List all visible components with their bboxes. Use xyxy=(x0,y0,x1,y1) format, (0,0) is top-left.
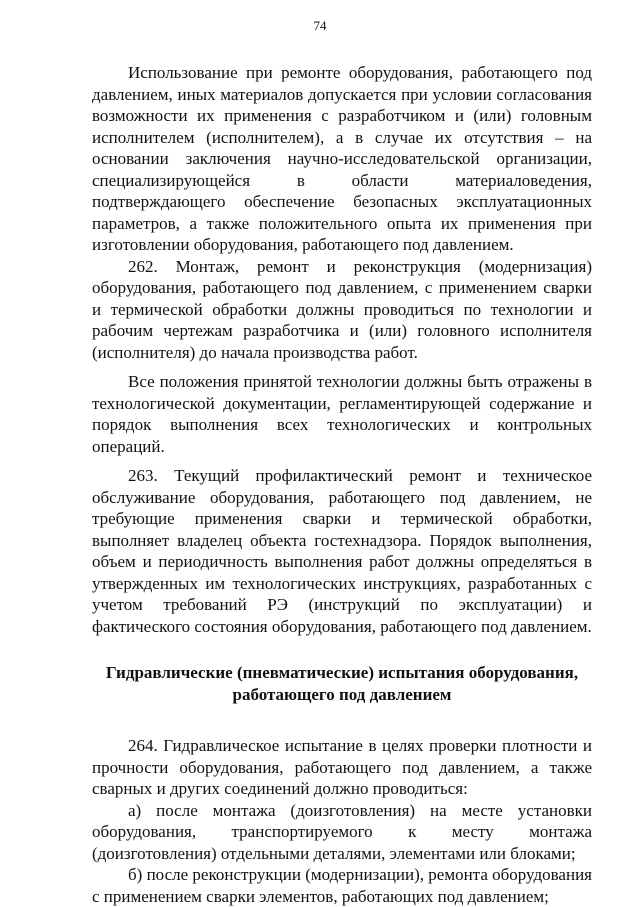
paragraph-263: 263. Текущий профилактический ремонт и техническое обслуживание оборудования, работающего под давлением, не требующие применения сварки и термической обработки, выполняет владелец объекта гостехнадзора. Порядок выполнения, объем и периодичность выполнения работ должны определяться в утвержденных им технологических инструкциях, разработанных с учетом требований РЭ (инструкций по эксплуатации) и фактического состояния оборудования, работающего под давлением. xyxy=(92,466,592,636)
paragraph-technology-provisions: Все положения принятой технологии должны быть отражены в технологической документации, регламентирующей содержание и порядок выполнения всех технологических и контрольных операций. xyxy=(92,372,592,456)
section-heading-line-2: работающего под давлением xyxy=(232,684,452,704)
section-heading xyxy=(92,662,592,705)
section-heading-line-1: Гидравлические (пневматические) испытания оборудования, xyxy=(105,663,579,682)
list-item-b: б) после реконструкции (модернизации), ремонта оборудования с применением сварки элементов, работающих под давлением; xyxy=(92,865,592,906)
paragraph-materials-use: Использование при ремонте оборудования, работающего под давлением, иных материалов допускается при условии согласования возможности их применения с разработчиком и (или) головным исполнителем (исполнителем), а в случае их отсутствия – на основании заключения научно-исследовательской организации, специализирующейся в области материаловедения, подтверждающего обеспечение безопасных эксплуатационных параметров, а также положительного опыта их применения при изготовлении оборудования, работающего под давлением. xyxy=(92,63,592,254)
paragraph-264: 264. Гидравлическое испытание в целях проверки плотности и прочности оборудования, работающего под давлением, а также сварных и других соединений должно проводиться: xyxy=(92,736,592,798)
paragraph-262: 262. Монтаж, ремонт и реконструкция (модернизация) оборудования, работающего под давлением, с применением сварки и термической обработки должны проводиться по технологии и рабочим чертежам разработчика и (или) головного исполнителя (исполнителя) до начала производства работ. xyxy=(92,256,592,362)
list-item-a: а) после монтажа (доизготовления) на месте установки оборудования, транспортируемого к месту монтажа (доизготовления) отдельными деталями, элементами или блоками; xyxy=(92,800,592,863)
page-number: 74 xyxy=(313,18,327,33)
document-body xyxy=(92,62,592,907)
